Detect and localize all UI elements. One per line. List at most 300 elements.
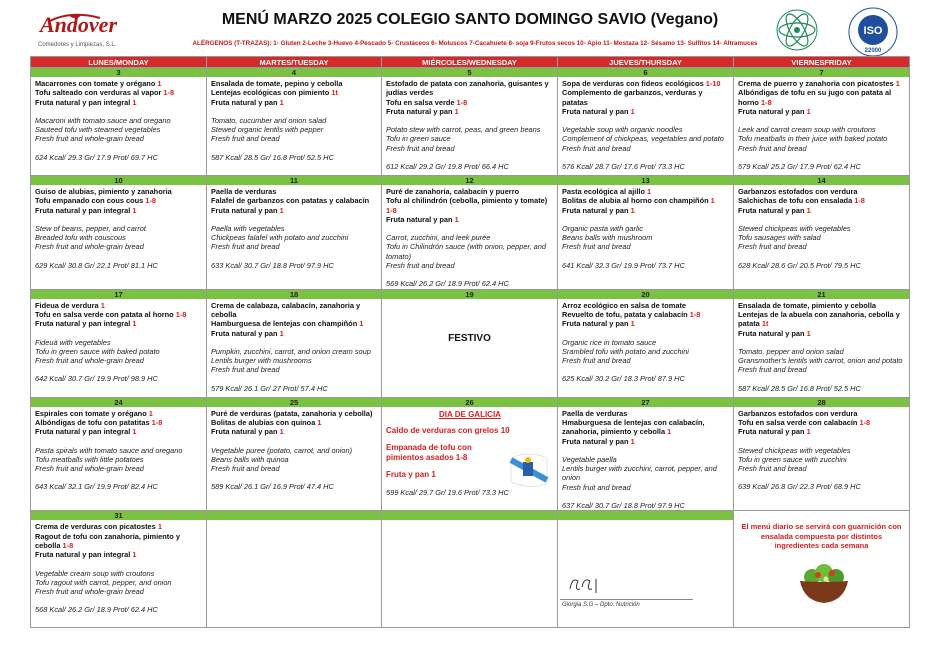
day-number: 5 bbox=[382, 68, 557, 77]
dish-name: Pasta ecológica al ajillo bbox=[562, 187, 648, 196]
nutrition-info: 624 Kcal/ 29.3 Gr/ 17.9 Prot/ 69.7 HC bbox=[35, 152, 158, 162]
dish-translation-block bbox=[738, 347, 906, 375]
day-number: 31 bbox=[31, 511, 206, 520]
dish-translation-block bbox=[738, 125, 906, 153]
dish-name: Bolitas de alubia al horno con champiñón bbox=[562, 196, 711, 206]
nutrition-info: 568 Kcal/ 26.2 Gr/ 18.9 Prot/ 62.4 HC bbox=[35, 605, 158, 615]
day-number: 4 bbox=[207, 68, 381, 77]
iso-logo bbox=[846, 5, 900, 59]
allergen-code: 1 bbox=[454, 214, 459, 224]
dish-name: Fruta natural y pan bbox=[386, 214, 455, 224]
dish-name: Garbanzos estofados con verdura bbox=[738, 187, 858, 196]
allergen-code: 1 bbox=[279, 328, 284, 338]
dish-es bbox=[738, 418, 906, 427]
allergen-code: 1 bbox=[100, 300, 105, 310]
dish-es bbox=[738, 329, 906, 338]
dish-en: Tofu sausages with salad bbox=[738, 233, 821, 243]
allergen-code: 1-8 bbox=[456, 97, 468, 107]
day-cell bbox=[31, 397, 207, 511]
dish-en: Stewed organic lentils with pepper bbox=[211, 125, 324, 135]
dish-name: Tofu al chilindrón (cebolla, pimiento y tomate) bbox=[386, 196, 548, 206]
dish-translation-block bbox=[562, 125, 730, 153]
day-cell bbox=[382, 68, 558, 176]
dish-es bbox=[562, 187, 730, 196]
allergen-code: 1 bbox=[132, 319, 137, 329]
dish-en: Organic rice in tomato sauce bbox=[562, 337, 657, 347]
dish-en: Fresh fruit and bread bbox=[738, 464, 807, 474]
dish-name: Fruta natural y pan bbox=[562, 436, 631, 446]
dish-name: Crema de puerro y zanahoria con picatostes bbox=[738, 79, 896, 88]
dish-es bbox=[35, 301, 203, 310]
dish-es bbox=[35, 206, 203, 215]
allergen-code: 1 bbox=[157, 522, 162, 532]
allergen-code: 1 bbox=[132, 205, 137, 215]
dish-es bbox=[562, 107, 730, 116]
dish-name: Crema de calabaza, calabacín, zanahoria y cebolla bbox=[211, 300, 361, 319]
company-subtitle: Comedores y Limpiezas, S.L. bbox=[38, 42, 117, 48]
nutrition-info: 637 Kcal/ 30.7 Gr/ 18.8 Prot/ 97.9 HC bbox=[562, 501, 685, 511]
dish-es bbox=[211, 409, 378, 418]
weekday-header-row bbox=[31, 57, 910, 68]
menu-table bbox=[30, 56, 910, 628]
special-dish: Caldo de verduras con grelos 10 bbox=[386, 425, 510, 435]
dish-name: Complemento de garbanzos, verduras y patatas bbox=[562, 88, 703, 107]
dish-es bbox=[738, 196, 906, 205]
allergen-code: 1-8 bbox=[386, 205, 397, 215]
day-number: 20 bbox=[558, 290, 733, 299]
dish-name: Guiso de alubias, pimiento y zanahoria bbox=[35, 187, 172, 196]
dish-translation-block bbox=[35, 446, 203, 474]
day-cell bbox=[558, 68, 734, 176]
allergen-code: 1 bbox=[630, 319, 635, 329]
nutrition-info: 569 Kcal/ 26.2 Gr/ 18.9 Prot/ 62.4 HC bbox=[386, 279, 509, 289]
allergen-code: 1 bbox=[279, 427, 284, 437]
dish-en: Beans balls with quinoa bbox=[211, 454, 289, 464]
dish-es bbox=[738, 409, 906, 418]
dish-name: Fruta natural y pan bbox=[562, 205, 631, 215]
dish-es bbox=[35, 98, 203, 107]
dish-name: Fruta natural y pan bbox=[562, 106, 631, 116]
day-number: 13 bbox=[558, 176, 733, 185]
dish-en: Complement of chickpeas, vegetables and potato bbox=[562, 134, 724, 144]
nutrition-info: 628 Kcal/ 28.6 Gr/ 20.5 Prot/ 79.5 HC bbox=[738, 260, 861, 270]
day-cell bbox=[31, 289, 207, 397]
dish-name: Fruta natural y pan integral bbox=[35, 97, 133, 107]
signature-icon bbox=[566, 575, 606, 595]
nutrition-info: 629 Kcal/ 30.8 Gr/ 22.1 Prot/ 81.1 HC bbox=[35, 260, 158, 270]
dish-name: Hmaburguesa de lentejas con calabacín, zanahoria, pimiento y cebolla bbox=[562, 417, 705, 437]
dish-en: Fresh fruit and bread bbox=[562, 482, 631, 492]
day-number: 3 bbox=[31, 68, 206, 77]
day-number: 21 bbox=[734, 290, 909, 299]
dish-translation-block bbox=[386, 125, 554, 153]
day-cell bbox=[734, 397, 910, 511]
dish-es bbox=[35, 310, 203, 319]
dish-es bbox=[738, 301, 906, 310]
allergen-code: 1 bbox=[806, 205, 811, 215]
dish-es bbox=[211, 301, 378, 320]
dish-es bbox=[386, 196, 554, 215]
allergen-code: 1 bbox=[359, 319, 364, 329]
dish-en: Tofu in Chilindrón sauce (with onion, pepper, and tomato) bbox=[386, 242, 546, 261]
allergen-code: 1 bbox=[317, 417, 322, 427]
dish-en: Tofu meatballs in their juice with baked potato bbox=[738, 134, 888, 144]
header-thursday: JUEVES/THURSDAY bbox=[558, 57, 734, 68]
nutrition-info: 641 Kcal/ 32.3 Gr/ 19.9 Prot/ 73.7 HC bbox=[562, 260, 685, 270]
atom-logo-icon bbox=[775, 8, 819, 52]
dish-en: Fresh fruit and bread bbox=[211, 464, 280, 474]
day-number: 25 bbox=[207, 398, 381, 407]
dish-en: Fresh fruit and bread bbox=[386, 143, 455, 153]
day-number: 27 bbox=[558, 398, 733, 407]
dish-name: Ensalada de tomate, pepino y cebolla bbox=[211, 79, 343, 88]
dish-name: Fruta natural y pan bbox=[738, 328, 807, 338]
dish-name: Puré de zanahoria, calabacín y puerro bbox=[386, 187, 520, 196]
dish-es bbox=[211, 88, 378, 97]
dish-es bbox=[211, 418, 378, 427]
dish-name: Fideua de verdura bbox=[35, 300, 101, 310]
allergen-code: 1-8 bbox=[761, 97, 772, 107]
dish-en: Vegetable soup with organic noodles bbox=[562, 125, 683, 135]
nutrition-info: 587 Kcal/ 28.5 Gr/ 16.8 Prot/ 52.5 HC bbox=[738, 383, 861, 393]
dish-en: Breaded tofu with couscous bbox=[35, 233, 126, 243]
dish-name: Fruta natural y pan integral bbox=[35, 550, 133, 560]
signature-line bbox=[560, 599, 693, 600]
dish-en: Fresh fruit and bread bbox=[562, 242, 631, 252]
dish-en: Fresh fruit and whole-grain bread bbox=[35, 356, 144, 366]
dish-es bbox=[211, 98, 378, 107]
dish-name: Fruta natural y pan bbox=[386, 106, 455, 116]
dish-es bbox=[562, 79, 730, 88]
signature-caption: Giorgia S.G – Dpto. Nutrición bbox=[562, 602, 640, 609]
day-cell bbox=[207, 176, 382, 290]
allergen-code: 1 bbox=[132, 550, 137, 560]
allergen-code: 1 bbox=[806, 106, 811, 116]
dish-name: Espirales con tomate y orégano bbox=[35, 408, 149, 418]
week-row bbox=[31, 68, 910, 176]
dish-es bbox=[738, 310, 906, 329]
day-number: 24 bbox=[31, 398, 206, 407]
dish-es bbox=[738, 187, 906, 196]
dish-en: Organic pasta with garlic bbox=[562, 223, 643, 233]
dish-name: Garbanzos estofados con verdura bbox=[738, 408, 858, 418]
dish-es bbox=[562, 88, 730, 107]
special-day-title: DIA DE GALICIA bbox=[439, 409, 501, 419]
dish-en: Beans balls with mushroom bbox=[562, 233, 653, 243]
dish-translation-block bbox=[211, 224, 378, 252]
day-cell bbox=[558, 511, 734, 628]
dish-en: Tofu in green sauce with baked potato bbox=[35, 346, 160, 356]
dish-name: Lentejas ecológicas con pimiento bbox=[211, 88, 332, 98]
day-cell bbox=[207, 289, 382, 397]
header-wednesday: MIÉRCOLES/WEDNESDAY bbox=[382, 57, 558, 68]
allergen-code: 1-8 bbox=[175, 309, 187, 319]
salad-bowl-icon bbox=[794, 561, 854, 605]
dish-es bbox=[386, 79, 554, 98]
dish-en: Tofu meatballs with little potatoes bbox=[35, 454, 144, 464]
allergen-code: 1-8 bbox=[145, 196, 157, 206]
allergen-code: 1-8 bbox=[689, 309, 701, 319]
allergen-code: 1-8 bbox=[859, 417, 871, 427]
day-cell bbox=[382, 397, 558, 511]
nutrition-info: 587 Kcal/ 28.5 Gr/ 16.8 Prot/ 52.5 HC bbox=[211, 152, 334, 162]
dish-es bbox=[738, 107, 906, 116]
dish-es bbox=[211, 196, 378, 205]
allergen-code: 1 bbox=[279, 97, 284, 107]
allergen-code: 1 bbox=[895, 79, 900, 88]
dish-es bbox=[211, 329, 378, 338]
dish-translation-block bbox=[562, 338, 730, 366]
allergen-code: 1-8 bbox=[854, 196, 865, 206]
day-number: 7 bbox=[734, 68, 909, 77]
allergen-code: 1 bbox=[630, 205, 635, 215]
dish-es bbox=[738, 427, 906, 436]
dish-es bbox=[562, 206, 730, 215]
dish-es bbox=[386, 215, 554, 224]
dish-en: Fresh fruit and bread bbox=[738, 242, 807, 252]
dish-name: Ragout de tofu con zanahoria, pimiento y cebolla bbox=[35, 531, 180, 550]
day-number: 19 bbox=[382, 290, 557, 299]
week-row bbox=[31, 511, 910, 628]
dish-en: Fresh fruit and bread bbox=[386, 261, 455, 271]
dish-en: Fresh fruit and bread bbox=[562, 356, 631, 366]
dish-es bbox=[211, 319, 378, 328]
dish-name: Fruta natural y pan integral bbox=[35, 319, 133, 329]
day-cell bbox=[734, 289, 910, 397]
dish-name: Albóndigas de tofu en su jugo con patata al horno bbox=[738, 88, 892, 107]
dish-es bbox=[562, 319, 730, 328]
dish-es bbox=[386, 107, 554, 116]
dish-translation-block bbox=[562, 455, 730, 492]
dish-es bbox=[386, 187, 554, 196]
iso-number: 22000 bbox=[864, 48, 882, 54]
dish-es bbox=[35, 79, 203, 88]
day-cell bbox=[558, 176, 734, 290]
dish-en: Tomato, cucumber and onion salad bbox=[211, 115, 327, 125]
day-number bbox=[382, 511, 557, 520]
dish-name: Salchichas de tofu con ensalada bbox=[738, 196, 855, 206]
nutrition-info: 643 Kcal/ 32.1 Gr/ 19.9 Prot/ 82.4 HC bbox=[35, 482, 158, 492]
dish-name: Puré de verduras (patata, zanahoria y cebolla) bbox=[211, 408, 373, 418]
dish-translation-block bbox=[738, 224, 906, 252]
day-number: 12 bbox=[382, 176, 557, 185]
dish-es bbox=[562, 301, 730, 310]
dish-en: Tomato, pepper and onion salad bbox=[738, 346, 844, 356]
dish-en: Carrot, zucchini, and leek purée bbox=[386, 233, 491, 243]
header-tuesday: MARTES/TUESDAY bbox=[207, 57, 382, 68]
dish-es bbox=[35, 427, 203, 436]
dish-es bbox=[35, 522, 203, 531]
day-cell bbox=[382, 289, 558, 397]
day-cell bbox=[558, 397, 734, 511]
allergen-code: 1-8 bbox=[62, 540, 74, 550]
dish-es bbox=[562, 418, 730, 437]
dish-en: Fideuà with vegetables bbox=[35, 337, 111, 347]
dish-name: Fruta natural y pan bbox=[562, 319, 631, 329]
dish-en: Chickpeas falafel with potato and zucchini bbox=[211, 233, 349, 243]
header-monday: LUNES/MONDAY bbox=[31, 57, 207, 68]
day-number: 17 bbox=[31, 290, 206, 299]
allergen-code: 1 bbox=[806, 427, 811, 437]
dish-es bbox=[35, 88, 203, 97]
dish-en: Fresh fruit and whole-grain bread bbox=[35, 587, 144, 597]
week-row bbox=[31, 289, 910, 397]
dish-en: Lentils burger with mushrooms bbox=[211, 356, 312, 366]
dish-name: Fruta natural y pan integral bbox=[35, 427, 133, 437]
dish-es bbox=[562, 196, 730, 205]
nutrition-info: 576 Kcal/ 28.7 Gr/ 17.6 Prot/ 73.3 HC bbox=[562, 162, 685, 172]
dish-es bbox=[386, 98, 554, 107]
dish-es bbox=[35, 409, 203, 418]
allergen-code: 1 bbox=[630, 106, 635, 116]
dish-translation-block bbox=[211, 116, 378, 144]
dish-name: Tofu en salsa verde bbox=[386, 97, 457, 107]
day-cell bbox=[207, 397, 382, 511]
dish-es bbox=[211, 79, 378, 88]
special-dish: Empanada de tofu con pimientos asados 1-8 bbox=[386, 442, 472, 462]
allergen-legend: ALÉRGENOS (T-TRAZAS): 1- Gluten 2-Leche 3-Huevo 4-Pescado 5- Crustáceos 6- Moluscos 7-Cacahuete 8- soja 9-Frutos secos 10- Apio 11- Mostaza 12- Sésamo 13- Sulfitos 14- Altramuces bbox=[192, 40, 758, 47]
dish-name: Tofu salteado con verduras al vapor bbox=[35, 88, 164, 98]
week-row bbox=[31, 176, 910, 290]
dish-es bbox=[35, 550, 203, 559]
dish-es bbox=[211, 187, 378, 196]
day-number bbox=[558, 511, 733, 520]
dish-name: Crema de verduras con picatostes bbox=[35, 522, 158, 532]
dish-en: Lentils burger with zucchini, carrot, pepper, and onion bbox=[562, 464, 717, 483]
nutrition-info: 639 Kcal/ 26.8 Gr/ 22.3 Prot/ 68.9 HC bbox=[738, 482, 861, 492]
dish-name: Fruta natural y pan bbox=[211, 205, 280, 215]
day-number bbox=[734, 511, 909, 520]
day-number: 11 bbox=[207, 176, 381, 185]
dish-name: Macarrones con tomate y orégano bbox=[35, 79, 158, 88]
dish-en: Potato stew with carrot, peas, and green beans bbox=[386, 125, 541, 135]
dish-name: Estofado de patata con zanahoria, guisantes y judías verdes bbox=[386, 79, 549, 98]
allergen-code: 1 bbox=[647, 187, 652, 196]
dish-es bbox=[738, 79, 906, 88]
allergen-code: 1 bbox=[806, 328, 811, 338]
nutrition-info: 642 Kcal/ 30.7 Gr/ 19.9 Prot/ 98.9 HC bbox=[35, 374, 158, 384]
dish-en: Fresh fruit and whole-grain bread bbox=[35, 242, 144, 252]
dish-name: Falafel de garbanzos con patatas y calabacín bbox=[211, 196, 370, 206]
page-title: MENÚ MARZO 2025 COLEGIO SANTO DOMINGO SAVIO (Vegano) bbox=[221, 11, 719, 28]
dish-name: Fruta natural y pan bbox=[211, 97, 280, 107]
dish-en: Tofu in green sauce with zucchini bbox=[738, 454, 847, 464]
day-number: 26 bbox=[382, 398, 557, 407]
dish-name: Hamburguesa de lentejas con champiñón bbox=[211, 319, 360, 329]
day-number: 18 bbox=[207, 290, 381, 299]
dish-name: Fruta natural y pan bbox=[211, 427, 280, 437]
dish-translation-block bbox=[562, 224, 730, 252]
dish-name: Sopa de verduras con fideos ecológicos bbox=[562, 79, 706, 88]
dish-name: Tofu en salsa verde con calabacín bbox=[738, 417, 860, 427]
dish-translation-block bbox=[35, 224, 203, 252]
dish-en: Fresh fruit and bread bbox=[562, 143, 631, 153]
day-cell bbox=[734, 68, 910, 176]
allergen-code: 1 bbox=[157, 79, 162, 88]
dish-es bbox=[562, 409, 730, 418]
day-number: 10 bbox=[31, 176, 206, 185]
dish-en: Sauteed tofu with steamed vegetables bbox=[35, 125, 161, 135]
allergen-code: 1 bbox=[710, 196, 715, 206]
dish-es bbox=[562, 437, 730, 446]
dish-en: Fresh fruit and bread bbox=[738, 365, 807, 375]
dish-name: Fruta natural y pan bbox=[738, 205, 807, 215]
day-cell bbox=[382, 176, 558, 290]
dish-name: Arroz ecológico en salsa de tomate bbox=[562, 300, 687, 310]
header-friday: VIERNESFRIDAY bbox=[734, 57, 910, 68]
nutrition-info: 633 Kcal/ 30.7 Gr/ 18.8 Prot/ 97.9 HC bbox=[211, 260, 334, 270]
company-logo bbox=[30, 8, 160, 56]
dish-en: Stewed chickpeas with vegetables bbox=[738, 223, 851, 233]
day-number: 6 bbox=[558, 68, 733, 77]
dish-en: Tofu in green sauce bbox=[386, 134, 451, 144]
holiday-label: FESTIVO bbox=[448, 332, 491, 344]
nutrition-info: 625 Kcal/ 30.2 Gr/ 18.3 Prot/ 87.9 HC bbox=[562, 374, 685, 384]
nutrition-info: 589 Kcal/ 26.1 Gr/ 16.9 Prot/ 47.4 HC bbox=[211, 482, 334, 492]
day-cell bbox=[31, 68, 207, 176]
day-cell bbox=[31, 176, 207, 290]
dish-name: Tofu en salsa verde con patata al horno bbox=[35, 309, 176, 319]
dish-es bbox=[738, 88, 906, 107]
dish-es bbox=[738, 206, 906, 215]
dish-en: Fresh fruit and bread bbox=[211, 134, 280, 144]
day-number: 14 bbox=[734, 176, 909, 185]
dish-en: Fresh fruit and whole-grain bread bbox=[35, 464, 144, 474]
dish-en: Vegetable puree (potato, carrot, and onion) bbox=[211, 445, 353, 455]
dish-en: Leek and carrot cream soup with croutons bbox=[738, 125, 876, 135]
dish-en: Tofu ragout with carrot, pepper, and onion bbox=[35, 577, 172, 587]
allergen-code: 1 bbox=[148, 408, 153, 418]
dish-es bbox=[35, 187, 203, 196]
garnish-note: El menú diario se servirá con guarnición con ensalada compuesta por distintos ingredientes cada semana bbox=[741, 522, 902, 550]
dish-name: Fruta natural y pan bbox=[211, 328, 280, 338]
dish-name: Revuelto de tofu, patata y calabacín bbox=[562, 309, 690, 319]
dish-en: Fresh fruit and whole-grain bread bbox=[35, 134, 144, 144]
dish-translation-block bbox=[386, 233, 554, 270]
day-cell bbox=[207, 511, 382, 628]
dish-translation-block bbox=[35, 116, 203, 144]
dish-translation-block bbox=[211, 347, 378, 375]
day-cell bbox=[734, 176, 910, 290]
dish-translation-block bbox=[211, 446, 378, 474]
dish-name: Fruta natural y pan bbox=[738, 106, 807, 116]
allergen-code: 1-8 bbox=[163, 88, 175, 98]
week-row bbox=[31, 397, 910, 511]
dish-es bbox=[35, 532, 203, 551]
allergen-code: 1-10 bbox=[705, 79, 721, 88]
dish-name: Lentejas de la abuela con zanahoria, cebolla y patata bbox=[738, 309, 900, 329]
company-name: Andover bbox=[40, 12, 117, 37]
dish-en: Vegetable paella bbox=[562, 454, 617, 464]
dish-en: Pasta spirals with tomato sauce and oregano bbox=[35, 445, 183, 455]
day-cell bbox=[558, 289, 734, 397]
dish-name: Albóndigas de tofu con patatitas bbox=[35, 417, 152, 427]
allergen-code: 1 bbox=[630, 436, 635, 446]
dish-en: Vegetable cream soup with croutons bbox=[35, 568, 155, 578]
svg-text:ISO: ISO bbox=[863, 25, 883, 37]
dish-en: Fresh fruit and bread bbox=[211, 365, 280, 375]
allergen-code: 1t bbox=[761, 319, 769, 329]
dish-translation-block bbox=[738, 446, 906, 474]
dish-name: Paella de verduras bbox=[562, 408, 628, 418]
allergen-code: 1 bbox=[132, 97, 137, 107]
dish-en: Stewed chickpeas with vegetables bbox=[738, 445, 851, 455]
nutrition-info: 579 Kcal/ 25.2 Gr/ 17.9 Prot/ 62.4 HC bbox=[738, 162, 861, 172]
nutrition-info: 599 Kcal/ 29.7 Gr/ 19.6 Prot/ 73.3 HC bbox=[386, 487, 509, 497]
special-dish: Fruta y pan 1 bbox=[386, 469, 436, 479]
allergen-code: 1 bbox=[667, 427, 672, 437]
dish-es bbox=[562, 310, 730, 319]
